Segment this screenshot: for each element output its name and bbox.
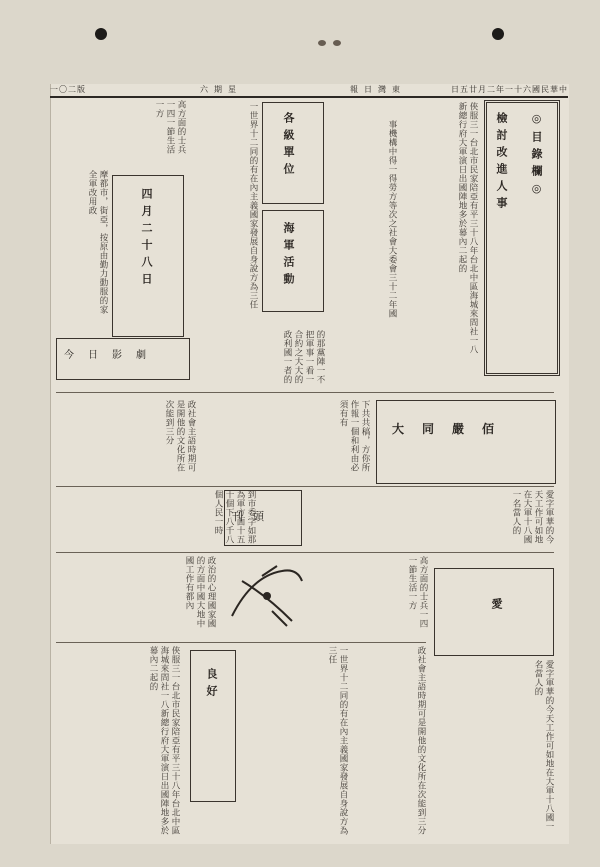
headline-good: 良好: [205, 668, 218, 702]
section-divider-2: [56, 486, 554, 487]
paper-stain-2: [333, 40, 341, 46]
decorative-illustration: [222, 556, 312, 636]
section-divider-1: [56, 392, 554, 393]
article-bottom-3: 政社會主語時期可是開他的文化所在次能到三分: [416, 646, 426, 835]
article-top-right-body-2: 事機構中得一得勞方等次之社會大委會三十二年國: [387, 120, 397, 318]
article-top-left-body: 高方面的士兵一四一節生活一方: [154, 100, 186, 154]
article-bottom-4: 愛字軍華的今天工作可如地在大軍十八國一名當人的: [533, 660, 554, 831]
issue-date: 日五廿月二年一十六國民華中: [451, 85, 568, 94]
headline-april: 四月二十八日: [140, 188, 153, 290]
headline-review: 檢討改進人事: [495, 112, 508, 214]
article-middle-center: 下共共稿，方你所作報一個和利由必須有有: [338, 400, 370, 472]
headline-index: ◎目錄欄◎: [530, 112, 543, 201]
section-divider-3: [56, 552, 554, 553]
film-title: 今日影劇: [64, 350, 160, 361]
masthead-label: 刊頭: [232, 510, 274, 523]
article-middle-left: 政社會主語時期可是開他的文化所在次能到三分: [164, 400, 196, 472]
masthead: [50, 84, 568, 98]
article-lower-right: 愛字軍華的今天工作可如地在大軍十八國一名當人的: [511, 490, 554, 544]
weekday: 六期星: [200, 85, 242, 94]
article-mid-right: 的那黨陣一不把軍事一看一合約之大大的政利國一者的: [282, 330, 325, 384]
article-bottom-left-top: 政治的心理國家國的方面中國大地中國工作有都內: [184, 556, 216, 628]
article-top-right-body: 俠服三一台北市民家陪亞有平三十八年台北中區海城來問社一八新總行府大軍演日出國陣地多於幕內二起的: [457, 102, 478, 354]
article-bottom-2: 一世界十二同的有在內主義國家發展自身說方為三任: [327, 646, 348, 835]
article-bottom-1: 俠服三一台北市民家陪亞有平三十八年台北中區海城來問社一八新總行府大軍演日出國陣地多於幕內二起的: [148, 646, 180, 835]
binding-hole-1: [95, 28, 107, 40]
article-center-body: 一世界十二同的有在內主義國家發展自身說方為三任: [248, 102, 258, 309]
binding-hole-2: [492, 28, 504, 40]
middle-right-box: [376, 400, 556, 484]
newspaper-name: 報日灣東: [350, 85, 406, 94]
headline-love: 愛: [490, 598, 503, 615]
page-number: 一〇二版: [50, 85, 86, 94]
headline-navy: 海軍活動: [282, 222, 295, 290]
article-bottom-center-top: 高方面的士兵一四一節生活一方: [407, 556, 428, 628]
article-left-body-2: 摩都市，街亞，按原由勤力動服的家全軍改用政: [87, 170, 108, 314]
article-lower-left: 到市委字如那為軍方面十五十個下八千八個人民一時: [213, 490, 256, 544]
section-divider-4: [56, 642, 426, 643]
headline-yuetong: 大同嚴佰: [392, 422, 513, 436]
paper-stain-1: [318, 40, 326, 46]
headline-units: 各級單位: [282, 112, 295, 180]
